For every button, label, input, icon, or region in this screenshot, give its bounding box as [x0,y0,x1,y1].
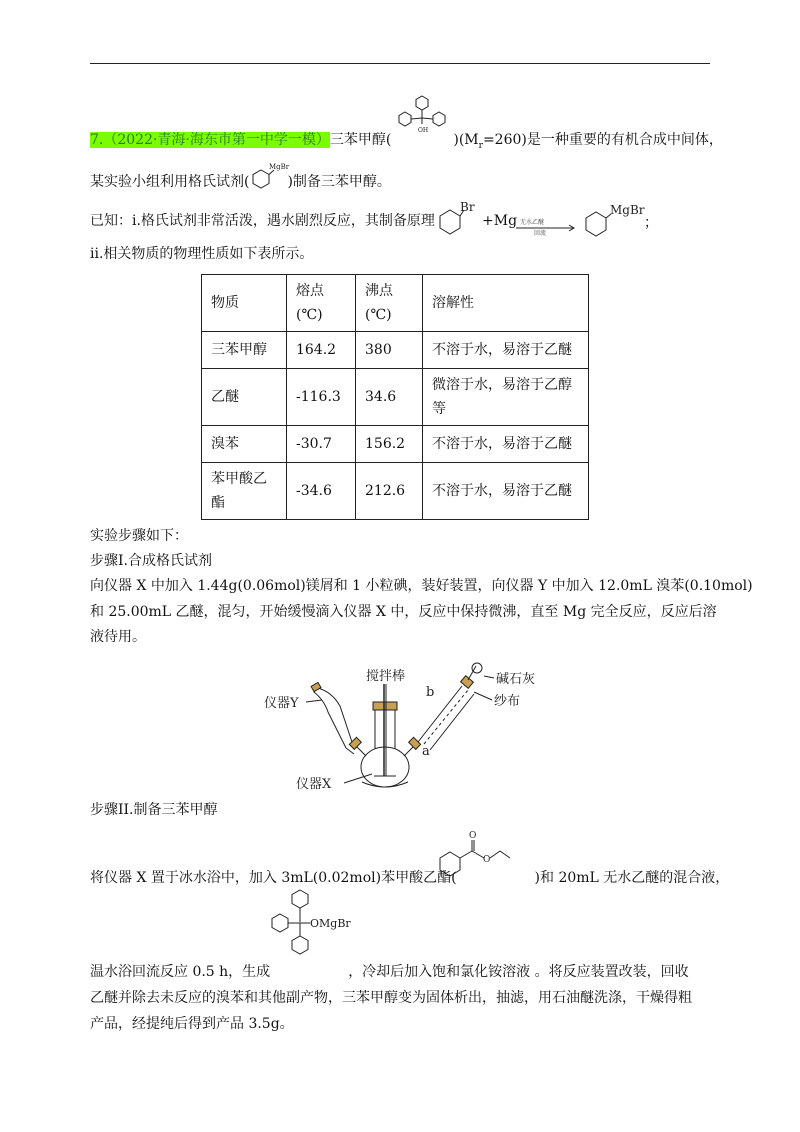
step2-title: 步骤II.制备三苯甲醇 [90,802,218,818]
known-ii-line: ii.相关物质的物理性质如下表所示。 [90,246,314,262]
header-rule [90,63,710,64]
svg-text:O: O [469,831,477,841]
table-row: 苯甲酸乙 酯 -34.6 212.6 不溶于水，易溶于乙醚 [202,463,589,520]
plus-mg: +Mg [482,213,518,229]
soda-lime-label: 碱石灰 [496,672,536,687]
svg-text:无水乙醚: 无水乙醚 [520,219,545,226]
instrument-x-label: 仪器X [296,777,332,792]
apparatus-diagram [262,664,562,794]
step2-text-line-2: 温水浴回流反应 0.5 h，生成 ，冷却后加入饱和氯化铵溶液 。将反应装置改装，回收 [90,964,689,980]
triphenylmethanol-structure [391,127,453,150]
phenylmagnesium-bromide-structure [249,163,290,192]
svg-text:MgBr: MgBr [269,163,290,171]
dropping-funnel-y [314,688,352,748]
step1-text-line-1: 向仪器 X 中加入 1.44g(0.06mol)镁屑和 1 小粒碘，装好装置，向仪器 Y 中加入 12.0mL 溴苯(0.10mol) [90,578,753,594]
stirrer-label: 搅拌棒 [366,669,406,684]
step1-title: 步骤I.合成格氏试剂 [90,553,212,569]
step2-text-line-3: 乙醚并除去未反应的溴苯和其他副产物，三苯甲醇变为固体析出，抽滤，用石油醚洗涤，干燥得粗 [90,990,692,1006]
physical-properties-table [201,274,589,520]
step1-text-line-3: 液待用。 [90,629,146,645]
drying-tube [472,663,482,673]
question-intro-line-1: 7.（2022·青海·海东市第一中学一模）三苯甲醇( OH )$(M_r=260)$是一种重要的有机合成中间体， [90,130,723,156]
steps-intro: 实验步骤如下： [90,528,188,544]
svg-text:OMgBr: OMgBr [310,917,351,930]
svg-text:MgBr: MgBr [610,203,645,217]
step2-text-line-1: 将仪器 X 置于冰水浴中，加入 3mL(0.02mol)苯甲酸乙酯( )和 20mL 无水乙醚的混合液， [90,870,730,886]
svg-text:Br: Br [460,200,475,214]
semicolon: ； [644,215,658,231]
step1-text-line-2: 和 25.00mL 乙醚，混匀，开始缓慢滴入仪器 X 中，反应中保持微沸，直至 Mg 完全反应，反应后溶 [90,604,717,620]
gauze-label: 纱布 [494,694,521,709]
table-row: 乙醚 -116.3 34.6 微溶于水，易溶于乙醇等 [202,369,589,426]
known-i-line: 已知：i.格氏试剂非常活泼，遇水剧烈反应，其制备原理 [90,213,435,229]
svg-text:OH: OH [418,127,429,134]
instrument-y-label: 仪器Y [264,696,299,711]
question-intro-line-2: 某实验小组利用格氏试剂( MgBr )制备三苯甲醇。 [90,163,391,190]
grignard-reaction-scheme [434,200,664,240]
svg-text:O: O [483,855,491,865]
flask-x [361,747,409,787]
step2-text-line-4: 产品，经提纯后得到产品 3.5g。 [90,1016,294,1032]
table-header-row: 物质 熔点 (℃) 沸点 (℃) 溶解性 [202,275,589,332]
triphenylmethoxy-mgbr-structure [270,888,370,972]
table-row: 溴苯 -30.7 156.2 不溶于水，易溶于乙醚 [202,426,589,463]
b-label: b [426,685,435,700]
a-label: a [422,744,430,759]
table-row: 三苯甲醇 164.2 380 不溶于水，易溶于乙醚 [202,332,589,369]
triphenylmethanol-svg [391,94,453,156]
svg-text:回流: 回流 [534,230,547,237]
question-source-highlight: 7.（2022·青海·海东市第一中学一模） [90,132,330,148]
